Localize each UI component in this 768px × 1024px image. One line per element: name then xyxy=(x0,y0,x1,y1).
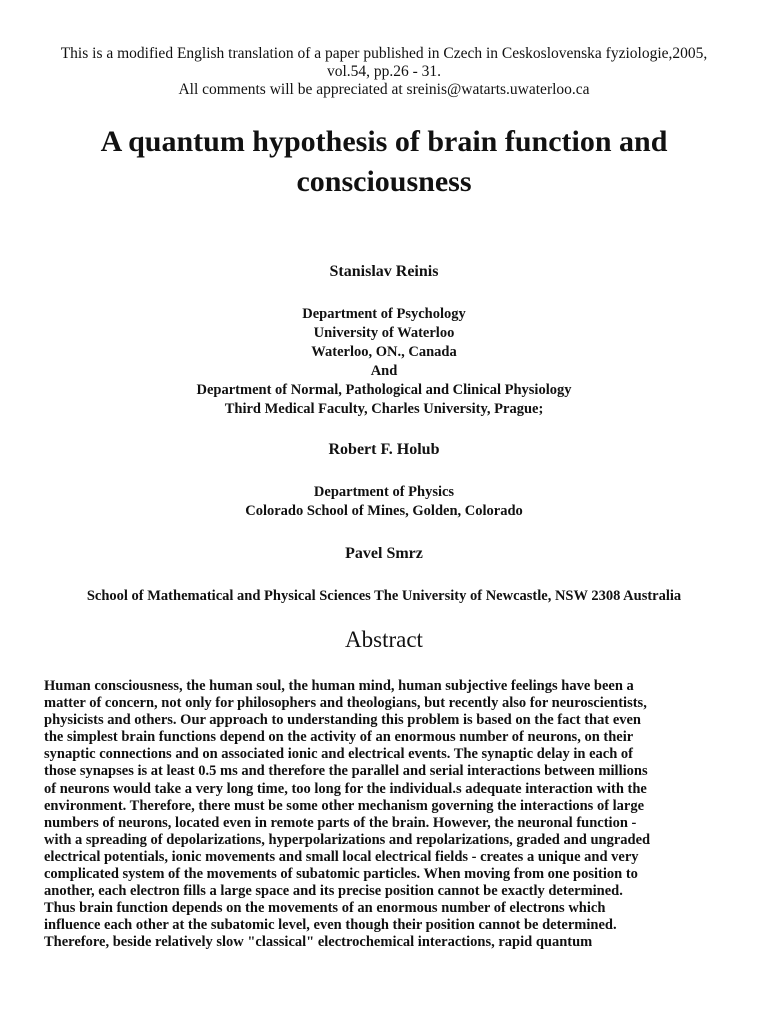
abstract-heading: Abstract xyxy=(345,627,423,652)
author-name: Robert F. Holub xyxy=(328,441,440,458)
translation-note-line: vol.54, pp.26 - 31. xyxy=(326,63,442,80)
affiliation-line: Department of Physics xyxy=(313,484,455,500)
abstract-line: another, each electron fills a large space and its precise position cannot be exactly determined. xyxy=(44,883,623,900)
abstract-line: matter of concern, not only for philosophers and theologians, but recently also for neuroscientists, xyxy=(44,695,647,712)
abstract-line: Human consciousness, the human soul, the human mind, human subjective feelings have been a xyxy=(44,678,634,694)
abstract-line: the simplest brain functions depend on the activity of an enormous number of neurons, on their xyxy=(44,729,634,746)
abstract-line: with a spreading of depolarizations, hyperpolarizations and repolarizations, graded and ungraded xyxy=(44,831,651,848)
affiliation-line: Department of Normal, Pathological and Clinical Physiology xyxy=(196,382,572,398)
affiliation-line: And xyxy=(370,363,398,379)
affiliation-line: Waterloo, ON., Canada xyxy=(311,344,457,360)
affiliation-line: School of Mathematical and Physical Sciences The University of Newcastle, NSW 2308 Australia xyxy=(86,588,682,604)
abstract-line: of neurons would take a very long time, too long for the individual.s adequate interaction with the xyxy=(44,780,647,797)
contact-line: All comments will be appreciated at sreinis@watarts.uwaterloo.ca xyxy=(178,81,590,98)
paper-title-line: consciousness xyxy=(296,165,472,198)
affiliation-line: Colorado School of Mines, Golden, Colorado xyxy=(245,503,523,519)
paper-title xyxy=(20,122,748,202)
translation-note-line: This is a modified English translation of a paper published in Czech in Ceskoslovenska fyziologie,2005, xyxy=(60,45,708,62)
affiliation-line: Third Medical Faculty, Charles University, Prague; xyxy=(224,401,544,417)
author-affiliation xyxy=(20,305,748,419)
abstract-line: numbers of neurons, located even in remote parts of the brain. However, the neuronal function - xyxy=(44,814,637,831)
translation-note xyxy=(20,45,748,99)
abstract-line: physicists and others. Our approach to understanding this problem is based on the fact that even xyxy=(44,712,641,729)
abstract-line: complicated system of the movements of subatomic particles. When moving from one position to xyxy=(44,866,638,883)
author-name: Pavel Smrz xyxy=(345,545,423,562)
abstract-line: environment. Therefore, there must be some other mechanism governing the interactions of large xyxy=(44,797,645,814)
paper-title-line: A quantum hypothesis of brain function and xyxy=(100,125,668,158)
abstract-line: electrical potentials, ionic movements and small local electrical fields - creates a unique and very xyxy=(44,848,639,865)
abstract-line: those synapses is at least 0.5 ms and therefore the parallel and serial interactions between millions xyxy=(44,763,648,780)
author-affiliation xyxy=(20,483,748,521)
abstract-line: Thus brain function depends on the movements of an enormous number of electrons which xyxy=(44,900,606,917)
abstract-body xyxy=(44,678,650,952)
affiliation-line: Department of Psychology xyxy=(302,306,466,322)
abstract-line: influence each other at the subatomic level, even though their position cannot be determined. xyxy=(44,917,617,934)
affiliation-line: University of Waterloo xyxy=(313,325,455,341)
author-affiliation xyxy=(20,587,748,606)
abstract-line: Therefore, beside relatively slow "classical" electrochemical interactions, rapid quantum xyxy=(44,934,593,951)
abstract-line: synaptic connections and on associated ionic and electrical events. The synaptic delay in each of xyxy=(44,746,634,763)
author-name: Stanislav Reinis xyxy=(329,263,439,280)
